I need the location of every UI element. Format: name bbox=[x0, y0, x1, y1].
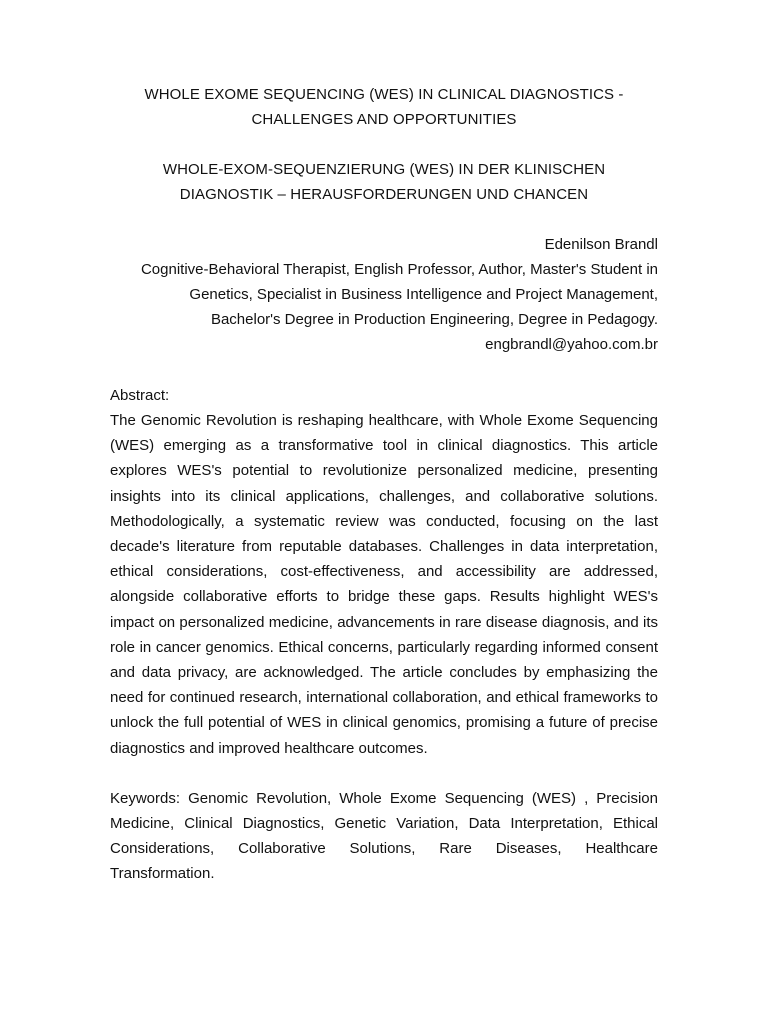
author-affiliation-line-2: Genetics, Specialist in Business Intelligence and Project Management, bbox=[189, 286, 658, 303]
document-page bbox=[110, 82, 658, 902]
keywords-text: Keywords: Genomic Revolution, Whole Exome Sequencing (WES) , Precision Medicine, Clinical Diagnostics, Genetic Variation, Data Interpretation, Ethical Considerations, Collaborative Solutions, Rare Diseases, Healthcare Transformation. bbox=[110, 789, 658, 883]
abstract-text: The Genomic Revolution is reshaping healthcare, with Whole Exome Sequencing (WES) emerging as a transformative tool in clinical diagnostics. This article explores WES's potential to revolutionize personalized medicine, presenting insights into its clinical applications, challenges, and collaborative solutions. Methodologically, a systematic review was conducted, focusing on the last decade's literature from reputable databases. Challenges in data interpretation, ethical considerations, cost-effectiveness, and accessibility are addressed, alongside collaborative efforts to bridge these gaps. Results highlight WES's impact on personalized medicine, advancements in rare disease diagnosis, and its role in cancer genomics. Ethical concerns, particularly regarding informed consent and data privacy, are acknowledged. The article concludes by emphasizing the need for continued research, international collaboration, and ethical frameworks to unlock the full potential of WES in clinical genomics, promising a future of precise diagnostics and improved healthcare outcomes. bbox=[110, 412, 658, 757]
german-title-line-2: DIAGNOSTIK – HERAUSFORDERUNGEN UND CHANCEN bbox=[179, 186, 589, 203]
german-title-line-1: WHOLE-EXOM-SEQUENZIERUNG (WES) IN DER KLINISCHEN bbox=[162, 161, 606, 178]
author-affiliation-line-3: Bachelor's Degree in Production Engineering, Degree in Pedagogy. bbox=[210, 311, 658, 328]
english-title bbox=[110, 82, 658, 132]
german-title bbox=[110, 157, 658, 207]
english-title-line-1: WHOLE EXOME SEQUENCING (WES) IN CLINICAL DIAGNOSTICS - bbox=[144, 86, 624, 103]
author-email: engbrandl@yahoo.com.br bbox=[485, 336, 658, 353]
english-title-line-2: CHALLENGES AND OPPORTUNITIES bbox=[251, 111, 517, 128]
author-block bbox=[110, 232, 658, 357]
author-affiliation-line-1: Cognitive-Behavioral Therapist, English Professor, Author, Master's Student in bbox=[140, 261, 658, 278]
abstract-heading: Abstract: bbox=[110, 387, 170, 404]
author-name: Edenilson Brandl bbox=[544, 236, 658, 253]
